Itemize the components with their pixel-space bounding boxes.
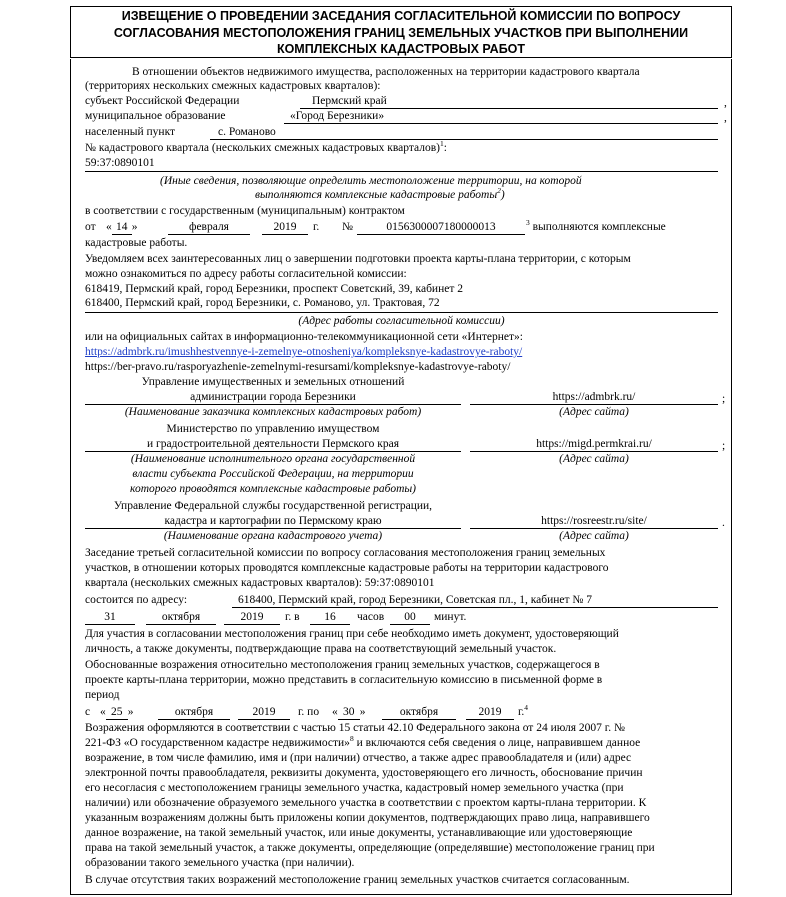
title-line-3: КОМПЛЕКСНЫХ КАДАСТРОВЫХ РАБОТ [276, 42, 526, 56]
meeting-day: 31 [85, 611, 135, 625]
notice-line-1: Уведомляем всех заинтересованных лиц о завершении подготовки проекта карты-плана территории, с которым [85, 253, 631, 265]
customer-caption: (Наименование заказчика комплексных кадастровых работ) [124, 406, 422, 418]
meeting-line-2: участков, в отношении которых проводятся комплексные кадастровые работы на территории кадастрового [85, 562, 609, 574]
meeting-month: октября [146, 611, 216, 625]
rules-line-5: его несогласия с местоположением границы земельного участка, кадастровый номер земельного участка (при [85, 782, 624, 794]
meeting-year: 2019 [224, 611, 280, 625]
url-ber-pravo: https://ber-pravo.ru/rasporyazhenie-zemelnymi-resursami/kompleksnye-kadastrovye-raboty/ [85, 361, 511, 373]
customer-name-line-1: Управление имущественных и земельных отношений [141, 376, 405, 388]
settlement-label: населенный пункт [85, 126, 176, 138]
rules-line-9: права на такой земельный участок, а также документы, определяющие (определявшие) местоположение границ при [85, 842, 655, 854]
quarter-value: 59:37:0890101 [85, 157, 155, 169]
meeting-hour: 16 [310, 611, 350, 625]
contract-number: 0156300007180000013 [357, 221, 525, 235]
objections-line-1: Обоснованные возражения относительно местоположения границ земельных участков, содержащегося в [85, 659, 600, 671]
executive-caption-1: (Наименование исполнительного органа государственной [130, 453, 416, 465]
docs-line-1: Для участия в согласовании местоположения границ при себе необходимо иметь документ, удостоверяющий [85, 628, 619, 640]
rules-line-11: В случае отсутствия таких возражений местоположение границ земельных участков считается согласованным. [85, 874, 630, 886]
objections-day-2: « 30 » [332, 706, 366, 718]
title-line-2: СОГЛАСОВАНИЯ МЕСТОПОЛОЖЕНИЯ ГРАНИЦ ЗЕМЕЛЬНЫХ УЧАСТКОВ ПРИ ВЫПОЛНЕНИИ [113, 25, 689, 40]
executive-caption-2: власти субъекта Российской Федерации, на территории [132, 468, 414, 480]
rules-line-7: указанным возражениям должны быть приложены копии документов, подтверждающих право лица, направившего [85, 812, 650, 824]
quarter-note-line-2: выполняются комплексные кадастровые работы$^2$) [255, 186, 505, 201]
intro-line-2: (территориях нескольких смежных кадастровых кварталов): [85, 80, 381, 92]
url-admbrk-wrap [85, 346, 522, 359]
objections-g-to: г. по [298, 706, 320, 718]
executive-name-line-2: и градостроительной деятельности Пермского края [85, 438, 461, 452]
meeting-address-label: состоится по адресу: [85, 594, 188, 606]
rules-line-2: 221-ФЗ «О государственном кадастре недвижимости»$^8$ и включаются себя сведения о лице, направившем данное [85, 734, 641, 749]
municipality-label: муниципальное образование [85, 110, 226, 122]
cadastre-site: https://rosreestr.ru/site/ [470, 515, 718, 529]
objections-line-3: период [85, 689, 120, 701]
cadastre-name-line-2: кадастра и картографии по Пермскому краю [85, 515, 461, 529]
cadastre-site-caption: (Адрес сайта) [559, 530, 629, 542]
subject-value: Пермский край [300, 95, 718, 109]
customer-name-line-2: администрации города Березники [85, 391, 461, 405]
rules-line-8: данное возражение, на такой земельный участок, или иные документы, устанавливающие или удостоверяющие [85, 827, 633, 839]
contract-line-3: кадастровые работы. [85, 237, 188, 249]
rules-line-6: наличии) или обозначение образуемого земельного участка в соответствии с проектом карты-плана территории. К [85, 797, 647, 809]
executive-name-line-1: Министерство по управлению имуществом [166, 423, 380, 435]
contract-from: от [85, 221, 96, 233]
objections-line-2: проекте карты-плана территории, можно представить в согласительную комиссию в письменной форме в [85, 674, 603, 686]
objections-g-end: г.$^4$ [518, 703, 529, 718]
subject-label: субъект Российской Федерации [85, 95, 240, 107]
notice-title [70, 6, 732, 58]
objections-from: с [85, 706, 91, 718]
customer-site-caption: (Адрес сайта) [559, 406, 629, 418]
rules-line-3: возражение, в том числе фамилию, имя и (при наличии) отчество, а также адрес правообладателя и (или) адрес [85, 752, 632, 764]
contract-line-1: в соответствии с государственным (муниципальным) контрактом [85, 205, 405, 217]
meeting-min-word: минут. [434, 611, 467, 623]
settlement-value: с. Романово [210, 126, 718, 140]
customer-site: https://admbrk.ru/ [470, 391, 718, 405]
meeting-min: 00 [390, 611, 430, 625]
address-underline [85, 312, 718, 313]
rules-line-1: Возражения оформляются в соответствии с частью 15 статьи 42.10 Федерального закона от 24 июля 2007 г. № [85, 722, 625, 734]
quarter-underline [85, 171, 718, 172]
executive-caption-3: которого проводятся комплексные кадастровые работы) [130, 483, 416, 495]
meeting-line-1: Заседание третьей согласительной комиссии по вопросу согласования местоположения границ земельных [85, 547, 606, 559]
objections-year-2: 2019 [466, 706, 514, 720]
rules-line-10: образовании такого земельного участка (при наличии). [85, 857, 355, 869]
meeting-address: 618400, Пермский край, город Березники, Советская пл., 1, кабинет № 7 [232, 594, 718, 608]
commission-address-2: 618400, Пермский край, город Березники, с. Романово, ул. Трактовая, 72 [85, 297, 440, 309]
municipality-value: «Город Березники» [284, 110, 718, 124]
subject-comma: , [724, 97, 727, 109]
internet-line: или на официальных сайтах в информационно-телекоммуникационной сети «Интернет»: [85, 331, 523, 343]
title-line-1: ИЗВЕЩЕНИЕ О ПРОВЕДЕНИИ ЗАСЕДАНИЯ СОГЛАСИТЕЛЬНОЙ КОМИССИИ ПО ВОПРОСУ [121, 9, 681, 23]
contract-month: февраля [168, 221, 250, 235]
customer-site-sep: ; [722, 393, 726, 405]
executive-site: https://migd.permkrai.ru/ [470, 438, 718, 452]
contract-tail: $^3$ выполняются комплексные [526, 218, 666, 233]
objections-day-1: « 25 » [100, 706, 134, 718]
quarter-note-line-1: (Иные сведения, позволяющие определить местоположение территории, на которой [160, 175, 582, 187]
contract-g: г. [313, 221, 320, 233]
contract-day-group: « 14 » [106, 221, 138, 233]
cadastre-name-line-1: Управление Федеральной службы государственной регистрации, [113, 500, 433, 512]
quarter-label: № кадастрового квартала (нескольких смежных кадастровых кварталов)$^1$: [85, 139, 447, 154]
contract-no-sign: № [342, 221, 353, 233]
commission-address-1: 618419, Пермский край, город Березники, проспект Советский, 39, кабинет 2 [85, 283, 463, 295]
notice-line-2: можно ознакомиться по адресу работы согласительной комиссии: [85, 268, 407, 280]
objections-month-2: октября [382, 706, 456, 720]
cadastre-caption: (Наименование органа кадастрового учета) [163, 530, 383, 542]
meeting-line-3: квартала (нескольких смежных кадастровых кварталов): 59:37:0890101 [85, 577, 435, 589]
municipality-comma: , [724, 112, 727, 124]
meeting-hours-word: часов [357, 611, 385, 623]
cadastre-site-sep: . [722, 517, 725, 529]
docs-line-2: личность, а также документы, подтверждающие права на соответствующий земельный участок. [85, 643, 557, 655]
commission-address-caption: (Адрес работы согласительной комиссии) [298, 315, 505, 327]
url-admbrk-link[interactable]: https://admbrk.ru/imushhestvennye-i-zemelnye-otnosheniya/kompleksnye-kadastrovye-raboty/ [85, 346, 523, 358]
executive-site-sep: ; [722, 440, 726, 452]
objections-month-1: октября [158, 706, 230, 720]
intro-line-1: В отношении объектов недвижимого имущества, расположенных на территории кадастрового квартала [132, 66, 640, 78]
contract-year: 2019 [262, 221, 308, 235]
rules-line-4: электронной почты правообладателя, реквизиты документа, удостоверяющего его личность, обоснование причин [85, 767, 643, 779]
objections-year-1: 2019 [238, 706, 290, 720]
executive-site-caption: (Адрес сайта) [559, 453, 629, 465]
meeting-g-v: г. в [285, 611, 300, 623]
